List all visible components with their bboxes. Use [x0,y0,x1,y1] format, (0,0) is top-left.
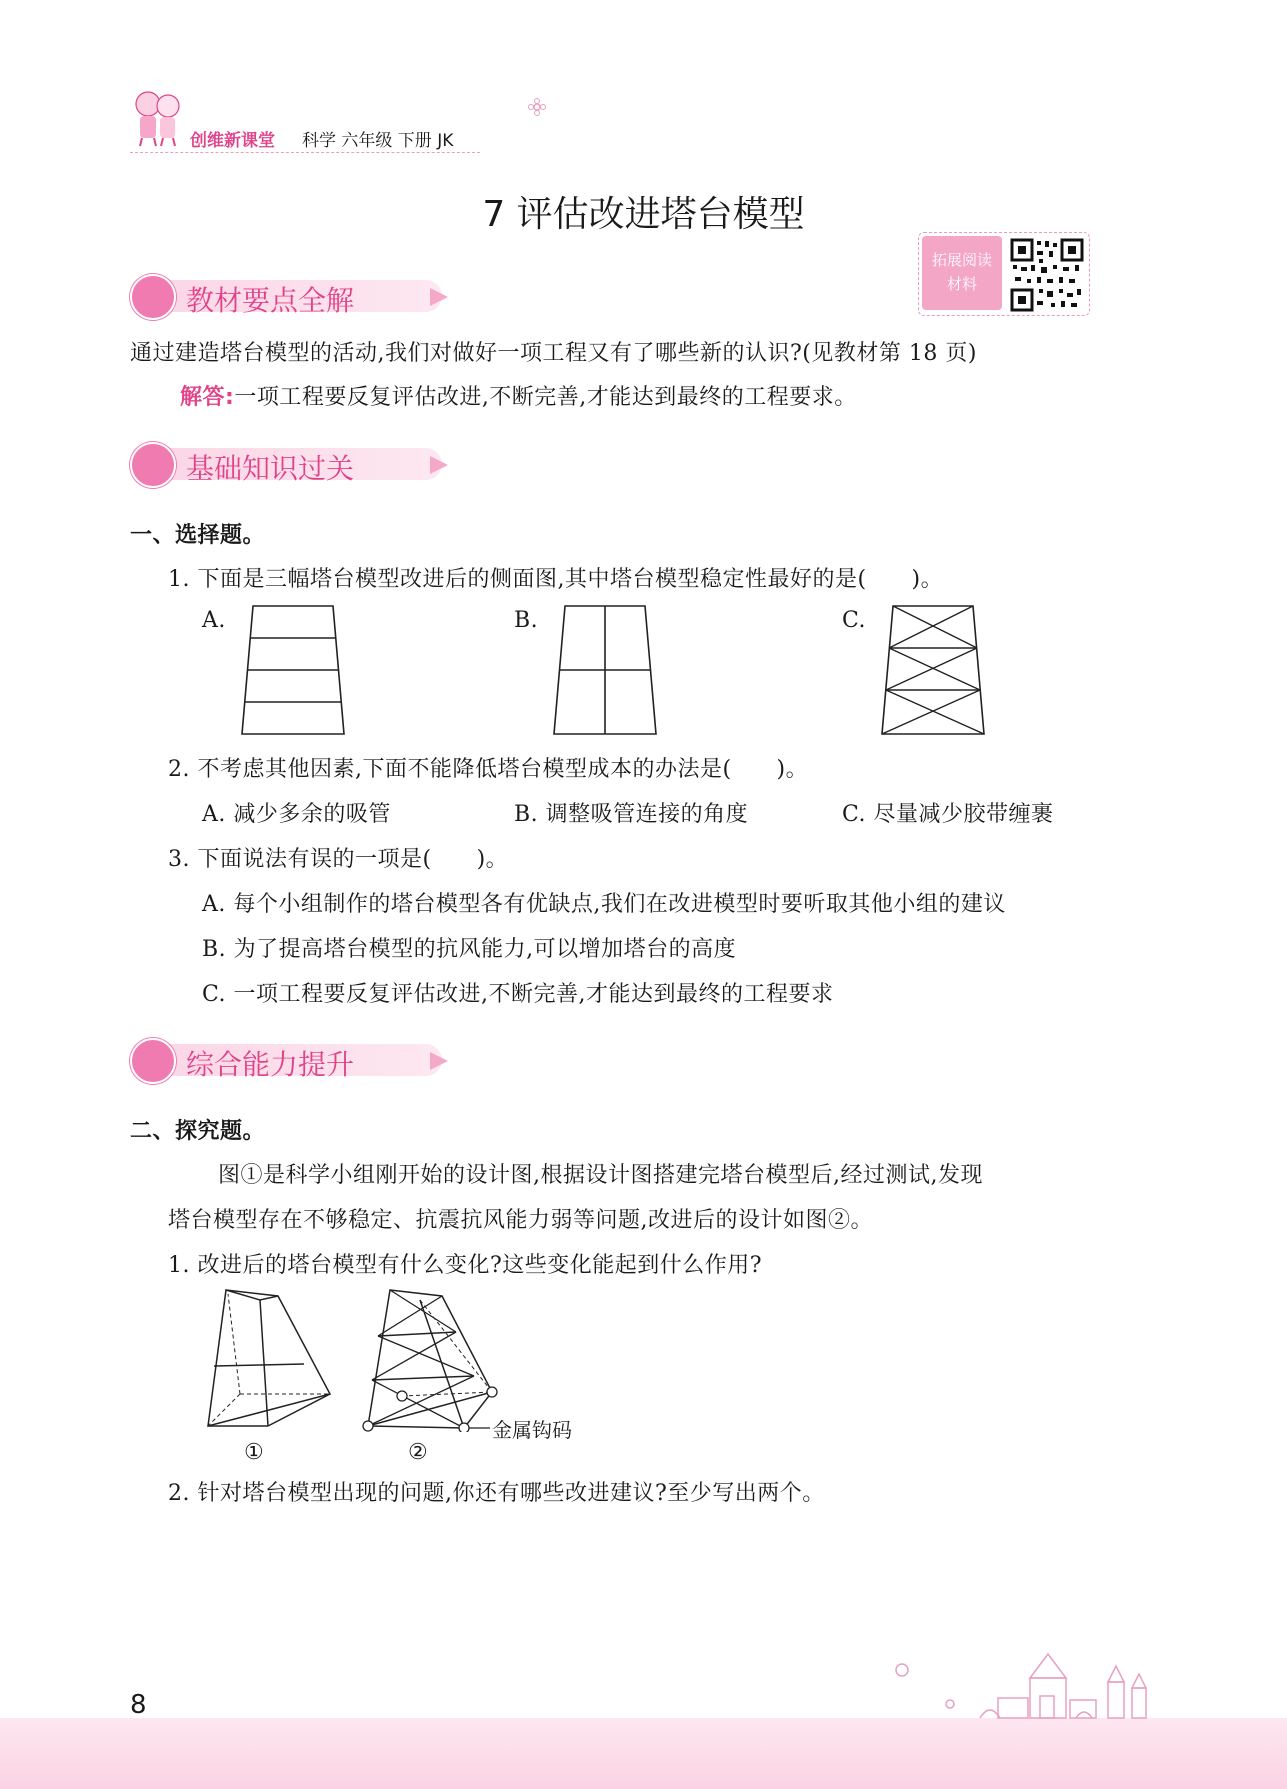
q1-stem: 1. 下面是三幅塔台模型改进后的侧面图,其中塔台模型稳定性最好的是( )。 [168,567,944,592]
q3-option-a[interactable]: A. 每个小组制作的塔台模型各有优缺点,我们在改进模型时要听取其他小组的建议 [202,892,1006,917]
header-brand: 创维新课堂 [190,131,275,151]
castle-decoration-icon [880,1648,1170,1720]
flower-decoration-icon [528,98,546,116]
section-title: 教材要点全解 [186,284,355,317]
header-subtitle: 科学 六年级 下册 JK [302,131,454,151]
q3-option-b[interactable]: B. 为了提高塔台模型的抗风能力,可以增加塔台的高度 [202,937,737,962]
section-title: 综合能力提升 [186,1048,355,1081]
section-header-comprehensive [130,1038,460,1082]
mascot-badge-icon [130,442,176,488]
q2-option-a[interactable]: A. 减少多余的吸管 [202,802,391,827]
qr-label [922,236,1002,310]
qr-code-icon[interactable] [1010,238,1084,312]
page-title: 7 评估改进塔台模型 [482,194,805,235]
tower-figure-original [200,1286,340,1432]
section-title: 基础知识过关 [186,452,355,485]
tower-figure-improved [360,1286,500,1432]
q2-option-b[interactable]: B. 调整吸管连接的角度 [514,802,749,827]
footer-band [0,1718,1287,1789]
q3-option-c[interactable]: C. 一项工程要反复评估改进,不断完善,才能达到最终的工程要求 [202,982,834,1007]
page-number: 8 [130,1690,147,1720]
s1-answer [180,380,857,411]
part2-intro-line1: 图①是科学小组刚开始的设计图,根据设计图搭建完塔台模型后,经过测试,发现 [218,1163,983,1188]
part1-heading: 一、选择题。 [130,523,266,548]
q3-stem: 3. 下面说法有误的一项是( )。 [168,847,509,872]
qr-label-line1: 拓展阅读 [931,251,992,269]
header-divider [130,152,480,153]
answer-text: 一项工程要反复评估改进,不断完善,才能达到最终的工程要求。 [234,385,857,410]
q2-stem: 2. 不考虑其他因素,下面不能降低塔台模型成本的办法是( )。 [168,757,809,782]
header-mascot-icon [128,86,188,148]
q2-option-c[interactable]: C. 尽量减少胶带缠裹 [842,802,1054,827]
tower-diagram-c [878,604,988,736]
tower-diagram-a [238,604,348,736]
q1-option-a[interactable]: A. [202,608,226,633]
part2-intro-line2: 塔台模型存在不够稳定、抗震抗风能力弱等问题,改进后的设计如图②。 [168,1208,873,1233]
figure2-label: ② [408,1440,428,1465]
figure1-label: ① [244,1440,264,1465]
section-header-basics [130,442,460,486]
part2-heading: 二、探究题。 [130,1119,266,1144]
section-header-textbook-points [130,274,460,318]
mascot-badge-icon [130,1038,176,1084]
part2-q2: 2. 针对塔台模型出现的问题,你还有哪些改进建议?至少写出两个。 [168,1481,825,1506]
s1-question: 通过建造塔台模型的活动,我们对做好一项工程又有了哪些新的认识?(见教材第 18 页) [130,341,977,366]
q1-option-c[interactable]: C. [842,608,867,633]
mascot-badge-icon [130,274,176,320]
tower-diagram-b [550,604,660,736]
qr-label-line2: 材料 [946,275,977,293]
q1-option-b[interactable]: B. [514,608,539,633]
answer-label: 解答: [180,385,235,410]
part2-q1: 1. 改进后的塔台模型有什么变化?这些变化能起到什么作用? [168,1253,763,1278]
hook-label: 金属钩码 [492,1418,572,1442]
